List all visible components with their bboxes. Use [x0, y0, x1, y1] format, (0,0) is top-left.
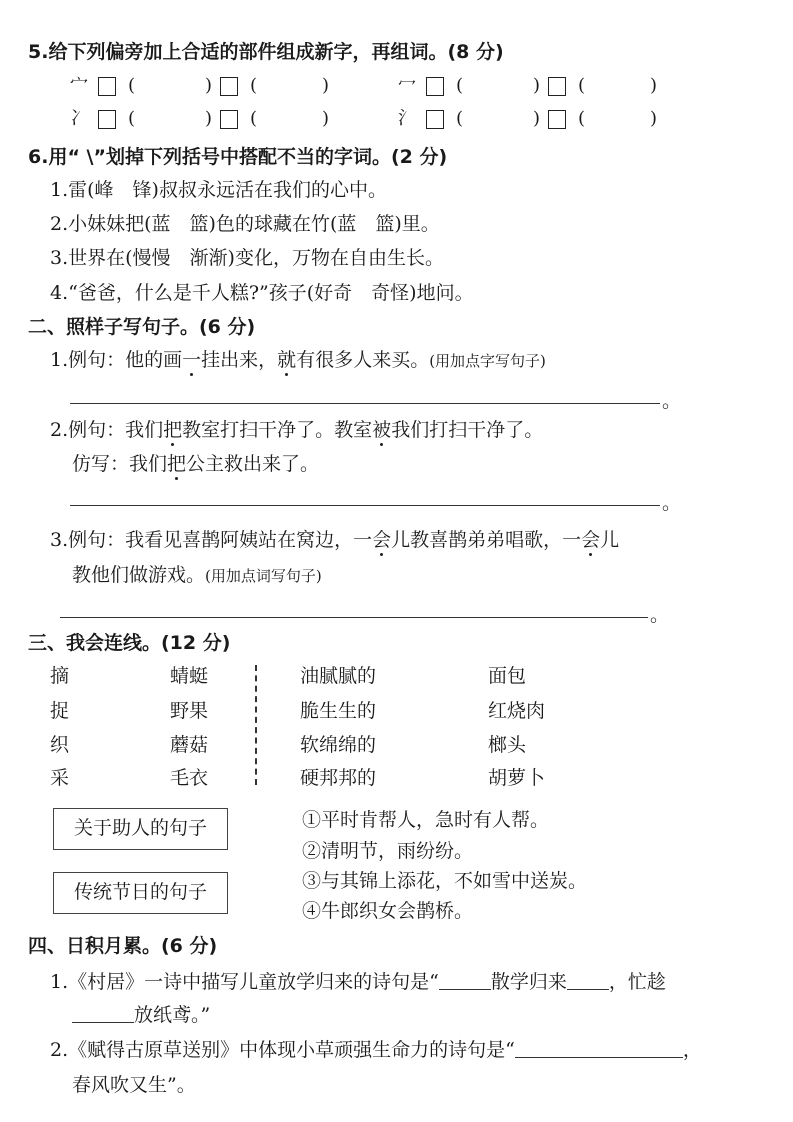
q6-item: 2.小妹妹把(蓝 篮)色的球藏在竹(蓝 篮)里。 — [50, 213, 440, 235]
blank[interactable] — [567, 971, 609, 990]
paren: ( — [456, 108, 464, 129]
divider — [255, 665, 257, 785]
char-box[interactable] — [98, 110, 116, 129]
char-box[interactable] — [98, 77, 116, 96]
blank[interactable] — [72, 1004, 134, 1023]
paren: ) — [322, 75, 330, 96]
match-word[interactable]: 胡萝卜 — [488, 767, 546, 789]
match-word[interactable]: 摘 — [50, 665, 70, 687]
match-word[interactable]: 榔头 — [488, 734, 527, 756]
section4-title: 四、日积月累。(6 分) — [28, 935, 218, 957]
blank[interactable] — [515, 1039, 683, 1058]
match-word[interactable]: 脆生生的 — [300, 700, 377, 722]
paren: ( — [456, 75, 464, 96]
sentence[interactable]: ③与其锦上添花，不如雪中送炭。 — [302, 870, 588, 892]
paren: ( — [128, 108, 136, 129]
poem-q2-cont: 春风吹又生”。 — [72, 1074, 196, 1096]
blank[interactable] — [439, 971, 491, 990]
poem-q1-cont: 放纸鸢。” — [72, 1004, 210, 1026]
char-box[interactable] — [220, 77, 238, 96]
sentence[interactable]: ④牛郎织女会鹊桥。 — [302, 900, 474, 922]
q6-item: 3.世界在(慢慢 渐渐)变化，万物在自由生长。 — [50, 247, 444, 269]
paren: ) — [650, 75, 658, 96]
section2-title: 二、照样子写句子。(6 分) — [28, 316, 256, 338]
q6-item: 4.“爸爸，什么是千人糕?”孩子(好奇 奇怪)地问。 — [50, 282, 474, 304]
char-box[interactable] — [426, 77, 444, 96]
period: 。 — [662, 492, 682, 514]
period: 。 — [662, 390, 682, 412]
paren: ) — [533, 75, 541, 96]
example-3-cont: 教他们做游戏。(用加点词写句子) — [72, 564, 322, 586]
match-word[interactable]: 硬邦邦的 — [300, 767, 377, 789]
q6-item: 1.雷(峰 锋)叔叔永远活在我们的心中。 — [50, 179, 387, 201]
char-box[interactable] — [220, 110, 238, 129]
match-word[interactable]: 面包 — [488, 665, 527, 687]
paren: ( — [250, 75, 258, 96]
period: 。 — [650, 604, 670, 626]
radical: 冫 — [70, 108, 88, 129]
paren: ) — [650, 108, 658, 129]
sentence[interactable]: ②清明节，雨纷纷。 — [302, 840, 474, 862]
char-box[interactable] — [548, 110, 566, 129]
match-word[interactable]: 蘑菇 — [170, 734, 209, 756]
example-2: 2.例句：我们把教室打扫干净了。教室被我们打扫干净了。 — [50, 419, 544, 441]
char-box[interactable] — [426, 110, 444, 129]
match-word[interactable]: 蜻蜓 — [170, 665, 209, 687]
match-word[interactable]: 野果 — [170, 700, 209, 722]
match-word[interactable]: 采 — [50, 767, 70, 789]
paren: ( — [578, 108, 586, 129]
paren: ) — [322, 108, 330, 129]
paren: ) — [205, 75, 213, 96]
answer-line-3[interactable] — [60, 617, 648, 618]
match-word[interactable]: 捉 — [50, 700, 70, 722]
section3-title: 三、我会连线。(12 分) — [28, 632, 231, 654]
paren: ) — [533, 108, 541, 129]
sentence[interactable]: ①平时肯帮人，急时有人帮。 — [302, 809, 550, 831]
category-box-festival[interactable]: 传统节日的句子 — [53, 872, 228, 914]
answer-line-1[interactable] — [70, 403, 660, 404]
match-word[interactable]: 毛衣 — [170, 767, 209, 789]
radical: 宀 — [70, 75, 88, 96]
paren: ( — [128, 75, 136, 96]
paren: ) — [205, 108, 213, 129]
radical: 氵 — [398, 108, 416, 129]
match-word[interactable]: 红烧肉 — [488, 700, 546, 722]
q6-title: 6.用“ \”划掉下列括号中搭配不当的字词。(2 分) — [28, 146, 448, 168]
poem-q1: 1.《村居》一诗中描写儿童放学归来的诗句是“ 散学归来 ，忙趁 — [50, 971, 666, 993]
poem-q2: 2.《赋得古原草送别》中体现小草顽强生命力的诗句是“ ， — [50, 1039, 702, 1061]
match-word[interactable]: 织 — [50, 734, 70, 756]
paren: ( — [250, 108, 258, 129]
imitation-2: 仿写：我们把公主救出来了。 — [72, 453, 320, 475]
example-3: 3.例句：我看见喜鹊阿姨站在窝边，一会儿教喜鹊弟弟唱歌，一会儿 — [50, 529, 620, 551]
category-box-help[interactable]: 关于助人的句子 — [53, 808, 228, 850]
q5-title: 5.给下列偏旁加上合适的部件组成新字，再组词。(8 分) — [28, 41, 504, 63]
answer-line-2[interactable] — [70, 505, 660, 506]
example-1: 1.例句：他的画一挂出来，就有很多人来买。(用加点字写句子) — [50, 349, 546, 371]
match-word[interactable]: 软绵绵的 — [300, 734, 377, 756]
radical: 冖 — [398, 75, 416, 96]
match-word[interactable]: 油腻腻的 — [300, 665, 377, 687]
char-box[interactable] — [548, 77, 566, 96]
paren: ( — [578, 75, 586, 96]
